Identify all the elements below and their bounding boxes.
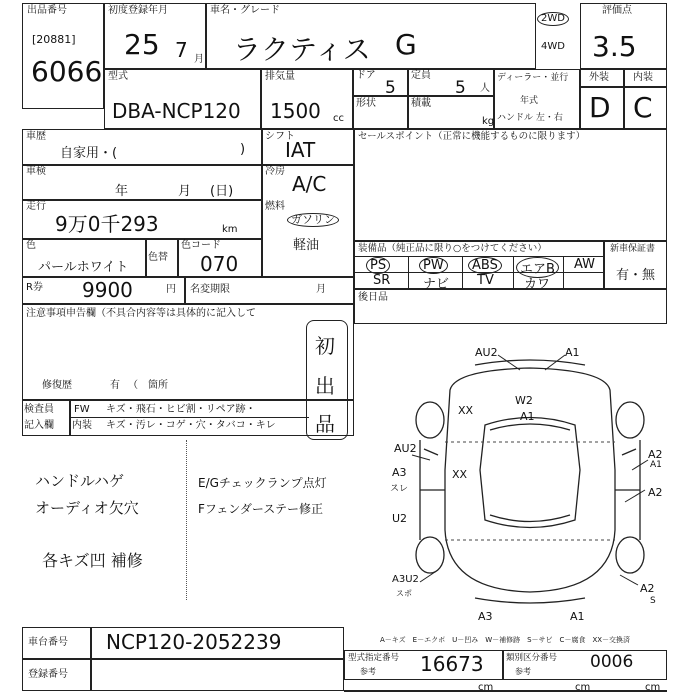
equip-aw: AW (574, 257, 596, 272)
drive-4wd: 4WD (541, 41, 565, 52)
equip-ps: PS (366, 257, 390, 274)
reg-box (22, 659, 344, 691)
equip-navi: ナビ (423, 277, 450, 292)
shape-label: 形状 (356, 98, 376, 109)
category-label: 類別区分番号 (506, 653, 558, 663)
score-label: 評価点 (602, 5, 632, 16)
sales-point-box (354, 129, 667, 241)
cm-unit-1: cm (478, 682, 494, 693)
free-area-divider (186, 440, 187, 600)
fuel-label: 燃料 (265, 201, 285, 212)
bottom-line (344, 690, 667, 692)
color-label: 色 (26, 240, 36, 251)
mark-a3-left: A3 (392, 466, 407, 479)
dealer-label: ディーラー・並行 (497, 73, 569, 83)
first-arrival-2: 出 (315, 374, 335, 398)
model: DBA-NCP120 (112, 99, 241, 123)
equip-vdiv (603, 241, 605, 288)
first-reg-year: 25 (124, 28, 160, 61)
wheel-rr (616, 537, 644, 573)
mark-a2-right1: A2 (648, 448, 663, 461)
recycle: 9900 (82, 278, 133, 302)
wheel-fl (416, 402, 444, 438)
fuel-gas: ガソリン (287, 213, 339, 227)
inspector-label1: 検査員 (24, 404, 54, 415)
notes-label: 注意事項申告欄（不具合内容等は具体的に記入して (26, 308, 256, 319)
mark-s-left: スレ (390, 484, 409, 494)
shift: IAT (285, 138, 316, 162)
color-div (145, 238, 147, 276)
equip-abs: ABS (468, 257, 502, 274)
ext-int-divider (623, 69, 625, 129)
mark-xx-mid: XX (452, 468, 468, 481)
name-change-month: 月 (316, 284, 326, 295)
mark-a1-top: A1 (565, 346, 580, 359)
ext-int-hdiv (580, 86, 667, 88)
score: 3.5 (592, 30, 637, 63)
equip-sr: SR (373, 273, 391, 288)
equip-airbag: エアB (516, 257, 559, 278)
rear-bumper (475, 598, 585, 603)
note-right2: Fフェンダーステー修正 (198, 502, 323, 516)
color: パールホワイト (38, 260, 129, 275)
first-arrival-1: 初 (315, 334, 335, 358)
exterior-label: 外装 (589, 72, 609, 83)
km-unit: km (222, 224, 238, 235)
color-change-label: 色替 (148, 252, 168, 263)
history-h2 (22, 199, 262, 201)
grade: G (395, 28, 417, 61)
handle-label: ハンドル 左・右 (497, 113, 563, 123)
mark-a2-br: A2 (640, 582, 655, 595)
mark-xx-left: XX (458, 404, 474, 417)
mark-s-br: S (650, 596, 656, 606)
mileage-label: 走行 (26, 201, 46, 212)
mark-a1-bottom: A1 (570, 610, 585, 623)
note-line1: ハンドルハゲ (35, 472, 124, 490)
person-unit: 人 (480, 83, 490, 94)
kg-unit: kg (482, 116, 495, 127)
equip-pw: PW (419, 257, 448, 274)
equip-leather: カワ (524, 277, 551, 292)
category-ref: 参考 (515, 667, 531, 676)
shift-label: シフト (265, 131, 295, 142)
lot-sub-number: [20881] (32, 33, 76, 46)
note-right1: E/Gチェックランプ点灯 (198, 476, 327, 490)
displacement-label: 排気量 (265, 71, 295, 82)
inspector-row2: キズ・汚レ・コゲ・穴・タバコ・キレ (106, 420, 276, 431)
mark-a3-bottom: A3 (478, 610, 493, 623)
equipment-label: 装備品（純正品に限り○をつけてください） (358, 243, 547, 254)
diagram-legend: A－キズ E－エクボ U－凹み W－補修跡 S－サビ C－腐食 XX－交換済 (380, 636, 631, 644)
equip-h3 (354, 288, 667, 290)
chassis-number: NCP120-2052239 (106, 630, 282, 654)
model-code-div (502, 650, 504, 680)
year-label: 年式 (520, 96, 539, 106)
history-h1 (22, 164, 354, 166)
cm-unit-2: cm (575, 682, 591, 693)
repair-label: 修復歴 (42, 380, 72, 391)
reg-label: 登録番号 (28, 669, 68, 680)
mark-spoiler: スポ (396, 589, 412, 598)
lot-number-label: 出品番号 (27, 5, 67, 16)
equip-v2 (462, 256, 463, 288)
option-label: 後日品 (358, 292, 388, 303)
mileage: 9万0千293 (55, 212, 159, 236)
ac: A/C (292, 172, 327, 196)
load-label: 積載 (411, 98, 431, 109)
equip-v3 (513, 256, 514, 288)
inspector-label2: 記入欄 (24, 420, 54, 431)
equip-v4 (563, 256, 564, 288)
repair-tail: （ 箇所 (128, 380, 168, 391)
category: 0006 (590, 652, 634, 672)
chassis-label: 車台番号 (28, 637, 68, 648)
displacement: 1500 (270, 99, 321, 123)
doors-label: ドア (356, 70, 376, 81)
exterior-grade: D (589, 91, 611, 124)
recycle-label: R券 (26, 282, 43, 293)
mark-au2-left: AU2 (394, 442, 417, 455)
chassis-div (90, 627, 92, 659)
model-code-label: 型式指定番号 (348, 653, 400, 663)
name-grade-label: 車名・グレード (210, 5, 280, 16)
note-line2: オーディオ欠穴 (35, 499, 139, 517)
wheel-rl (416, 537, 444, 573)
mark-w2: W2 (515, 394, 533, 407)
mark-a1-center: A1 (520, 410, 535, 423)
front-bumper (475, 360, 585, 365)
first-reg-label: 初度登録年月 (108, 5, 168, 16)
reg-div (90, 659, 92, 691)
fuel-diesel: 軽油 (293, 238, 320, 253)
model-code: 16673 (420, 652, 484, 676)
drive-2wd: 2WD (537, 12, 569, 26)
wheel-fr (616, 402, 644, 438)
cc-unit: cc (333, 113, 344, 124)
car-cabin (480, 418, 580, 528)
cm-unit-3: cm (645, 682, 661, 693)
color-div2 (177, 238, 179, 276)
doors: 5 (385, 78, 396, 98)
insp-h (69, 417, 309, 418)
inspector-inner: 内装 (72, 420, 92, 431)
inspector-row1: キズ・飛石・ヒビ割・リペア跡・ (106, 404, 256, 415)
guarantee-label: 新車保証書 (610, 244, 656, 254)
mark-au2-top: AU2 (475, 346, 498, 359)
interior-label: 内装 (633, 72, 653, 83)
note-line3: 各キズ凹 補修 (42, 551, 143, 570)
car-name: ラクティス (233, 33, 371, 66)
first-arrival-3: 品 (315, 412, 335, 436)
mark-u2-left: U2 (392, 512, 408, 525)
capacity-label: 定員 (411, 70, 431, 81)
mark-a3u2-bottom: A3U2 (392, 574, 419, 585)
inspector-fw: FW (74, 404, 90, 415)
equip-tv: TV (477, 273, 494, 288)
car-diagram (380, 330, 680, 630)
color-code-label: 色コード (181, 240, 221, 251)
history-h3 (22, 238, 262, 240)
sales-point-label: セールスポイント（正常に機能するものに限ります） (358, 131, 586, 142)
repair-value: 有 (110, 380, 120, 391)
inspection-label: 車検 (26, 166, 46, 177)
history-div-v (261, 129, 263, 276)
lot-number: 6066 (31, 55, 103, 88)
inspection-year: 年 (115, 184, 129, 199)
history-value: 自家用・( (60, 146, 118, 161)
equip-v1 (408, 256, 409, 288)
interior-grade: C (633, 91, 653, 124)
name-change-label: 名変期限 (190, 284, 230, 295)
insp-v (69, 400, 71, 436)
month-suffix: 月 (194, 54, 204, 65)
model-label: 型式 (108, 71, 128, 82)
mark-a2-right2: A2 (648, 486, 663, 499)
inspection-month: 月 (178, 184, 192, 199)
recycle-div (184, 276, 186, 304)
history-paren: ) (240, 142, 246, 157)
model-code-ref: 参考 (360, 667, 376, 676)
color-code: 070 (200, 252, 239, 276)
ac-label: 冷房 (265, 166, 285, 177)
mark-a1-right: A1 (650, 460, 662, 470)
capacity: 5 (455, 78, 466, 98)
history-h4 (22, 276, 354, 278)
history-label: 車歴 (26, 131, 46, 142)
guarantee-value: 有・無 (616, 268, 656, 283)
yen-unit: 円 (166, 284, 176, 295)
inspection-day: (日) (210, 184, 234, 199)
first-reg-month: 7 (175, 38, 188, 62)
